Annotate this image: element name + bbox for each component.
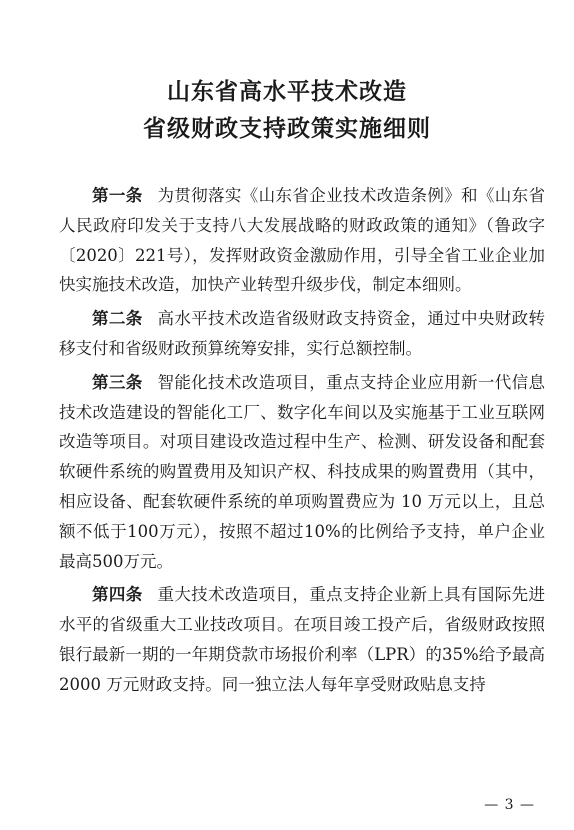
article-2 xyxy=(59,300,545,364)
article-2-text: 高水平技术改造省级财政支持资金，通过中央财政转移支付和省级财政预算统筹安排，实行总额控制。 xyxy=(59,309,546,358)
article-3-text: 智能化技术改造项目，重点支持企业应用新一代信息技术改造建设的智能化工厂、数字化车间以及实施基于工业互联网改造等项目。对项目建设改造过程中生产、检测、研发设备和配套软硬件系统的购置费用及知识产权、科技成果的购置费用（其中，相应设备、配套软硬件系统的单项购置费应为 10 万元以上，且总额不低于100万元），按照不超过10%的比例给予支持，单户企业最高500万元。 xyxy=(59,372,546,571)
title-line-2: 省级财政支持政策实施细则 xyxy=(143,116,431,142)
article-3-label: 第三条 xyxy=(92,372,143,392)
article-4-label: 第四条 xyxy=(92,585,143,605)
page-number: — 3 — xyxy=(484,797,535,813)
article-1-text: 为贯彻落实《山东省企业技术改造条例》和《山东省人民政府印发关于支持八大发展战略的财政政策的通知》（鲁政字〔2020〕221号），发挥财政资金激励作用，引导全省工业企业加快实施技术改造，加快产业转型升级步伐，制定本细则。 xyxy=(59,186,546,295)
article-4-text: 重大技术改造项目，重点支持企业新上具有国际先进水平的省级重大工业技改项目。在项目竣工投产后，省级财政按照银行最新一期的一年期贷款市场报价利率（LPR）的35%给予最高 2000 万元财政支持。同一独立法人每年享受财政贴息支持 xyxy=(59,585,546,694)
document-body xyxy=(59,181,545,700)
title-line-1: 山东省高水平技术改造 xyxy=(167,79,407,105)
article-2-label: 第二条 xyxy=(92,309,143,329)
article-1 xyxy=(59,181,545,300)
document-title xyxy=(0,74,574,148)
article-3 xyxy=(59,364,545,577)
article-4 xyxy=(59,576,545,699)
article-1-label: 第一条 xyxy=(92,186,143,205)
